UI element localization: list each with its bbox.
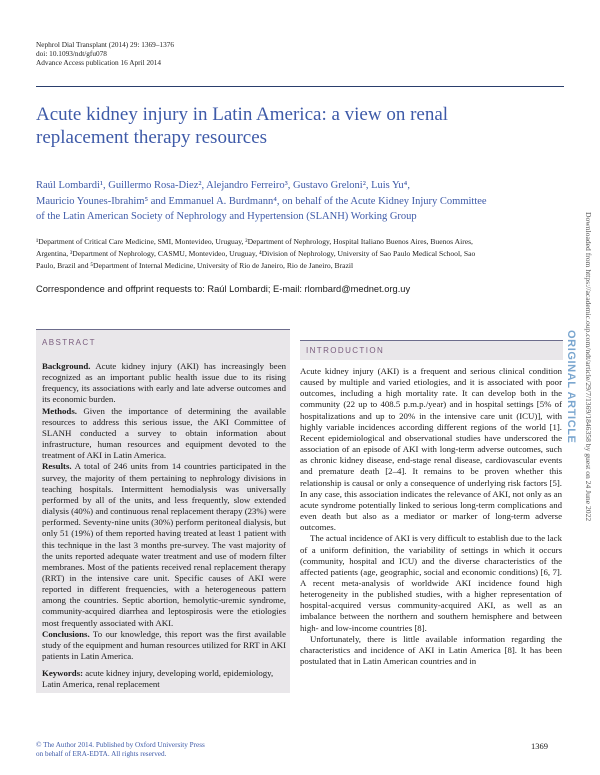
affiliation-line-2: Argentina, ³Department of Nephrology, CASMU, Montevideo, Uruguay, ⁴Division of Nephrology, University of Sao Paulo Medical School, Sao: [36, 249, 476, 259]
introduction-top-rule: [300, 340, 563, 341]
introduction-body: [300, 366, 562, 667]
original-article-text: ORIGINAL ARTICLE: [565, 330, 577, 444]
affiliation-line-1: ¹Department of Critical Care Medicine, SMI, Montevideo, Uruguay, ²Department of Nephrology, Hospital Italiano Buenos Aires, Buenos Aires,: [36, 237, 473, 246]
doi: doi: 10.1093/ndt/gfu078: [36, 49, 107, 58]
introduction-heading: INTRODUCTION: [306, 346, 385, 355]
abstract-heading: ABSTRACT: [42, 338, 96, 347]
download-notice-text: Downloaded from https://academic.oup.com/ndt/article/29/7/1369/1846358 by guest on 24 June 2022: [584, 212, 593, 522]
label-keywords: Keywords:: [42, 668, 84, 678]
abstract-results: [42, 461, 286, 628]
author-line-3: of the Latin American Society of Nephrology and Hypertension (SLANH) Working Group: [36, 211, 417, 222]
abstract-background: [42, 361, 286, 406]
affiliations: [36, 236, 576, 273]
abstract-top-rule: [36, 329, 290, 330]
abstract-conclusions: [42, 629, 286, 662]
label-background: Background.: [42, 361, 91, 371]
keywords: [42, 668, 286, 690]
keywords-text: acute kidney injury, developing world, epidemiology, Latin America, renal replacement: [42, 668, 274, 690]
intro-paragraph-1: Acute kidney injury (AKI) is a frequent and serious clinical condition caused by multiple and varied etiologies, and it is associated with poor outcomes, including a high mortality rate. It can develop both in the community (22 up to 408.5 p.m.p./year) and in hospital settings [5% of hospitalizations and up to 20% in the intensive care unit (ICU)], with highly variable incidences according different regions of the world [1]. Recent epidemiological and observational studies have underscored the association of an episode of AKI with long-term adverse outcomes, such as chronic kidney disease, end-stage renal disease, cardiovascular events and premature death [2–4]. It remains to be proven whether this relationship is causal or only a consequence of underlying risk factors [5]. In any case, this association indicates the relevance of AKI, not only as an acute syndrome potentially linked to serious long-term complications and even death but also as a mediator or marker of long-term adverse outcomes.: [300, 366, 562, 533]
advance-access-date: Advance Access publication 16 April 2014: [36, 58, 162, 67]
label-conclusions: Conclusions.: [42, 628, 90, 639]
journal-citation: Nephrol Dial Transplant (2014) 29: 1369–1376: [36, 40, 175, 49]
author-list: [36, 178, 576, 225]
correspondence: Correspondence and offprint requests to: Raúl Lombardi; E-mail: rlombard@mednet.org.uy: [36, 284, 411, 294]
text-methods: Given the importance of determining the available resources to address this serious issue, the AKI Committee of SLANH conducted a survey to obtain information about infrastructure, human resources and equipment devoted to the treatment of AKI in Latin America.: [42, 405, 286, 461]
text-background: Acute kidney injury (AKI) has increasingly been recognized as an important public health issue due to its rising frequency, its associations with early and late adverse outcomes and its economic burden.: [42, 361, 286, 405]
label-methods: Methods.: [42, 405, 77, 416]
intro-paragraph-3: Unfortunately, there is little available information regarding the characteristics and incidence of AKI in Latin America [8]. It has been postulated that in Latin American countries and in: [300, 633, 562, 667]
affiliation-line-3: Paulo, Brazil and ⁵Department of Internal Medicine, University of Rio de Janeiro, Rio de Janeiro, Brazil: [36, 261, 354, 271]
article-title: Acute kidney injury in Latin America: a view on renal replacement therapy resources: [36, 104, 449, 148]
abstract-methods: [42, 406, 286, 462]
header-rule: [36, 86, 564, 87]
author-line-1: Raúl Lombardi¹, Guillermo Rosa-Diez², Alejandro Ferreiro³, Gustavo Greloni², Luis Yu⁴,: [36, 180, 410, 191]
copyright-line-2: on behalf of ERA-EDTA. All rights reserved.: [36, 750, 167, 758]
text-conclusions: To our knowledge, this report was the first available study of the equipment and human resources utilized for RRT in AKI patients in Latin America.: [42, 628, 286, 662]
author-line-2: Mauricio Younes-Ibrahim⁵ and Emmanuel A. Burdmann⁴, on behalf of the Acute Kidney Injury Committee: [36, 195, 487, 207]
copyright-footer: [36, 741, 205, 759]
intro-paragraph-2: The actual incidence of AKI is very difficult to establish due to the lack of a uniform definition, the variability of settings in which it occurs (community, hospital and ICU) and the diverse characteristics of the affected patients (age, geographic, social and economic conditions) [6, 7]. A recent meta-analysis of worldwide AKI incidence found high heterogeneity in the published studies, with a higher representation of hospital-acquired versus community-acquired AKI, as well as an imbalance between the northern and southern hemisphere and between high- and low-income countries [8].: [300, 533, 562, 633]
original-article-banner: [562, 328, 584, 458]
abstract-body: [42, 361, 286, 662]
copyright-line-1: © The Author 2014. Published by Oxford University Press: [36, 741, 205, 749]
text-results: A total of 246 units from 14 countries participated in the survey, the majority of them pertaining to nephrology divisions in teaching hospitals. Intermittent hemodialysis was universally performed by all of the units, and less frequently, slow extended dialysis (40%) and continuous renal replacement therapy (23%) were performed. Seventy-nine units (30%) perform peritoneal dialysis, but only 51 (19%) of them reported having treated at least 1 patient with this technique in the last 3 months pre-survey. The vast majority of the units reported adequate water treatment and use of modern filter membranes. Most of the patients received renal replacement therapy (RRT) in the intensive care unit. Specific causes of AKI were reported in different frequencies, with a heterogeneous pattern among the countries. Septic abortion, hemolytic-uremic syndrome, community-acquired diarrhea and leptospirosis were the etiologies most frequently associated with AKI.: [42, 461, 286, 628]
page-number: 1369: [531, 741, 548, 751]
label-results: Results.: [42, 461, 72, 472]
